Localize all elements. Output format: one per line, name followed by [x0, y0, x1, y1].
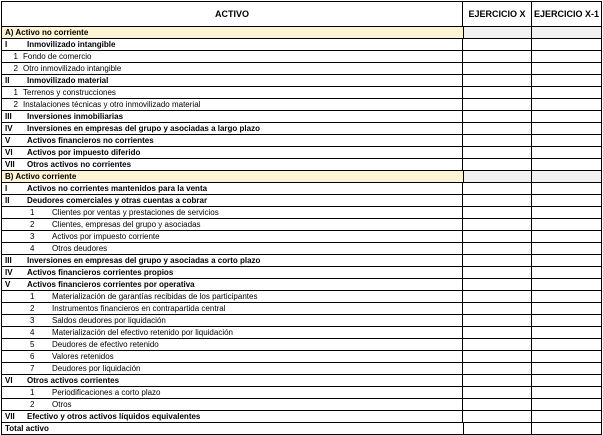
- row-label: Otros activos corrientes: [27, 376, 120, 385]
- table-row: [2, 327, 601, 339]
- row-code: IV: [5, 268, 13, 277]
- table-row: [2, 375, 601, 387]
- row-description: [2, 255, 462, 266]
- table-row: [2, 399, 601, 411]
- row-label: Clientes, empresas del grupo y asociadas: [52, 220, 201, 229]
- row-number: 4: [30, 244, 35, 253]
- cell-ejercicio-x[interactable]: [462, 375, 531, 386]
- row-label: Total activo: [5, 424, 49, 433]
- table-row: [2, 219, 601, 231]
- table-row: [2, 267, 601, 279]
- row-description: [2, 147, 462, 158]
- row-label: Deudores por liquidación: [52, 364, 141, 373]
- table-row: [2, 75, 601, 87]
- row-label: Clientes por ventas y prestaciones de servicios: [52, 208, 219, 217]
- table-row: [2, 351, 601, 363]
- row-label: Otros deudores: [52, 244, 108, 253]
- row-label: Materialización del efectivo retenido por liquidación: [52, 328, 233, 337]
- cell-ejercicio-x[interactable]: [462, 183, 531, 194]
- row-label: Instrumentos financieros en contrapartida central: [52, 304, 226, 313]
- row-label: Deudores de efectivo retenido: [52, 340, 159, 349]
- row-number: 1: [30, 292, 35, 301]
- cell-ejercicio-x[interactable]: [462, 267, 531, 278]
- table-row: [2, 183, 601, 195]
- cell-ejercicio-x[interactable]: [462, 279, 531, 290]
- row-code: III: [5, 112, 12, 121]
- row-description: [2, 195, 462, 206]
- table-row: [2, 291, 601, 303]
- row-label: Deudores comerciales y otras cuentas a cobrar: [27, 196, 208, 205]
- row-code: VII: [5, 160, 15, 169]
- cell-ejercicio-x1[interactable]: [531, 99, 601, 110]
- row-label: Saldos deudores por liquidación: [52, 316, 166, 325]
- cell-ejercicio-x[interactable]: [462, 315, 531, 326]
- cell-ejercicio-x[interactable]: [462, 87, 531, 98]
- cell-ejercicio-x1[interactable]: [531, 171, 601, 182]
- row-label: Inversiones inmobiliarias: [27, 112, 124, 121]
- row-description: [2, 363, 462, 374]
- row-code: I: [5, 184, 8, 193]
- cell-ejercicio-x1[interactable]: [531, 195, 601, 206]
- row-label: Instalaciones técnicas y otro inmovilizado material: [23, 100, 201, 109]
- balance-sheet-table: [1, 1, 602, 435]
- row-label: Activos no corrientes mantenidos para la venta: [27, 184, 208, 193]
- table-row: [2, 231, 601, 243]
- cell-ejercicio-x1[interactable]: [531, 87, 601, 98]
- row-description: [2, 39, 462, 50]
- cell-ejercicio-x[interactable]: [462, 123, 531, 134]
- row-label: Activos financieros corrientes propios: [27, 268, 174, 277]
- cell-ejercicio-x1[interactable]: [531, 315, 601, 326]
- cell-ejercicio-x[interactable]: [462, 135, 531, 146]
- row-code: II: [5, 76, 10, 85]
- cell-ejercicio-x1[interactable]: [531, 219, 601, 230]
- table-row: [2, 387, 601, 399]
- row-description: [2, 171, 463, 182]
- cell-ejercicio-x1[interactable]: [531, 159, 601, 170]
- row-number: 3: [30, 232, 35, 241]
- cell-ejercicio-x1[interactable]: [531, 303, 601, 314]
- row-description: [2, 87, 462, 98]
- table-row: [2, 411, 601, 423]
- row-label: Activos financieros corrientes por operativa: [27, 280, 195, 289]
- cell-ejercicio-x1[interactable]: [531, 147, 601, 158]
- row-description: [2, 411, 462, 422]
- cell-ejercicio-x[interactable]: [463, 27, 532, 38]
- row-description: [2, 183, 462, 194]
- cell-ejercicio-x[interactable]: [462, 219, 531, 230]
- row-label: Inversiones en empresas del grupo y asociadas a corto plazo: [27, 256, 261, 265]
- row-label: Periodificaciones a corto plazo: [52, 388, 161, 397]
- section-row: [2, 27, 601, 39]
- cell-ejercicio-x1[interactable]: [531, 27, 601, 38]
- row-description: [2, 387, 462, 398]
- table-row: [2, 123, 601, 135]
- cell-ejercicio-x[interactable]: [462, 147, 531, 158]
- cell-ejercicio-x1[interactable]: [531, 327, 601, 338]
- cell-ejercicio-x1[interactable]: [531, 39, 601, 50]
- cell-ejercicio-x[interactable]: [462, 75, 531, 86]
- cell-ejercicio-x1[interactable]: [531, 267, 601, 278]
- table-header: [2, 2, 601, 27]
- row-code: VI: [5, 376, 13, 385]
- cell-ejercicio-x1[interactable]: [531, 423, 601, 434]
- row-label: Inmovilizado intangible: [27, 40, 116, 49]
- row-description: [2, 159, 462, 170]
- row-number: 1: [13, 52, 18, 61]
- table-body: [2, 27, 601, 434]
- cell-ejercicio-x[interactable]: [463, 423, 532, 434]
- section-row: [2, 171, 601, 183]
- cell-ejercicio-x1[interactable]: [531, 135, 601, 146]
- table-row: [2, 39, 601, 51]
- row-code: VI: [5, 148, 13, 157]
- cell-ejercicio-x1[interactable]: [531, 207, 601, 218]
- cell-ejercicio-x[interactable]: [462, 51, 531, 62]
- row-number: 2: [30, 400, 35, 409]
- row-number: 5: [30, 340, 35, 349]
- row-description: [2, 351, 462, 362]
- row-description: [2, 75, 462, 86]
- cell-ejercicio-x1[interactable]: [531, 243, 601, 254]
- row-label: Efectivo y otros activos líquidos equivalentes: [27, 412, 201, 421]
- row-number: 2: [30, 220, 35, 229]
- row-label: Inmovilizado material: [27, 76, 109, 85]
- table-row: [2, 147, 601, 159]
- row-code: VII: [5, 412, 15, 421]
- row-number: 6: [30, 352, 35, 361]
- row-description: [2, 243, 462, 254]
- table-row: [2, 135, 601, 147]
- cell-ejercicio-x1[interactable]: [531, 51, 601, 62]
- cell-ejercicio-x[interactable]: [462, 387, 531, 398]
- row-label: Activos por impuesto diferido: [27, 148, 141, 157]
- cell-ejercicio-x1[interactable]: [531, 387, 601, 398]
- header-ejercicio-x1: EJERCICIO X-1: [531, 2, 601, 26]
- total-row: [2, 423, 601, 434]
- cell-ejercicio-x[interactable]: [462, 327, 531, 338]
- cell-ejercicio-x1[interactable]: [531, 183, 601, 194]
- row-number: 1: [30, 208, 35, 217]
- cell-ejercicio-x1[interactable]: [531, 411, 601, 422]
- row-label: Otros activos no corrientes: [27, 160, 132, 169]
- row-description: [2, 135, 462, 146]
- table-row: [2, 243, 601, 255]
- row-code: IV: [5, 124, 13, 133]
- cell-ejercicio-x1[interactable]: [531, 291, 601, 302]
- cell-ejercicio-x[interactable]: [462, 255, 531, 266]
- cell-ejercicio-x[interactable]: [462, 291, 531, 302]
- cell-ejercicio-x[interactable]: [462, 159, 531, 170]
- cell-ejercicio-x[interactable]: [462, 63, 531, 74]
- cell-ejercicio-x[interactable]: [462, 39, 531, 50]
- table-row: [2, 255, 601, 267]
- cell-ejercicio-x1[interactable]: [531, 255, 601, 266]
- cell-ejercicio-x1[interactable]: [531, 279, 601, 290]
- table-row: [2, 51, 601, 63]
- row-description: [2, 27, 463, 38]
- row-description: [2, 267, 462, 278]
- cell-ejercicio-x[interactable]: [462, 231, 531, 242]
- row-number: 2: [30, 304, 35, 313]
- row-code: III: [5, 256, 12, 265]
- row-description: [2, 315, 462, 326]
- cell-ejercicio-x[interactable]: [462, 207, 531, 218]
- cell-ejercicio-x[interactable]: [462, 399, 531, 410]
- cell-ejercicio-x[interactable]: [462, 303, 531, 314]
- row-number: 1: [30, 388, 35, 397]
- row-description: [2, 399, 462, 410]
- row-description: [2, 51, 462, 62]
- row-number: 2: [13, 64, 18, 73]
- row-label: Fondo de comercio: [23, 52, 92, 61]
- row-number: 1: [13, 88, 18, 97]
- row-description: [2, 291, 462, 302]
- table-row: [2, 87, 601, 99]
- row-description: [2, 279, 462, 290]
- cell-ejercicio-x1[interactable]: [531, 75, 601, 86]
- row-number: 2: [13, 100, 18, 109]
- row-number: 7: [30, 364, 35, 373]
- cell-ejercicio-x1[interactable]: [531, 351, 601, 362]
- row-description: [2, 99, 462, 110]
- cell-ejercicio-x1[interactable]: [531, 63, 601, 74]
- row-number: 4: [30, 328, 35, 337]
- row-label: Activos financieros no corrientes: [27, 136, 154, 145]
- row-code: V: [5, 136, 11, 145]
- row-description: [2, 327, 462, 338]
- table-row: [2, 303, 601, 315]
- cell-ejercicio-x[interactable]: [462, 243, 531, 254]
- table-row: [2, 315, 601, 327]
- row-label: Inversiones en empresas del grupo y asociadas a largo plazo: [27, 124, 260, 133]
- cell-ejercicio-x[interactable]: [462, 351, 531, 362]
- table-row: [2, 99, 601, 111]
- cell-ejercicio-x1[interactable]: [531, 123, 601, 134]
- cell-ejercicio-x1[interactable]: [531, 111, 601, 122]
- table-row: [2, 195, 601, 207]
- cell-ejercicio-x[interactable]: [463, 171, 532, 182]
- row-label: Otros: [52, 400, 72, 409]
- row-description: [2, 63, 462, 74]
- row-label: Otro inmovilizado intangible: [23, 64, 122, 73]
- row-description: [2, 231, 462, 242]
- row-description: [2, 303, 462, 314]
- row-label: A) Activo no corriente: [5, 28, 89, 37]
- cell-ejercicio-x[interactable]: [462, 195, 531, 206]
- table-row: [2, 207, 601, 219]
- row-label: Activos por impuesto corriente: [52, 232, 160, 241]
- row-label: Valores retenidos: [52, 352, 114, 361]
- row-description: [2, 339, 462, 350]
- row-description: [2, 123, 462, 134]
- cell-ejercicio-x[interactable]: [462, 111, 531, 122]
- row-label: Terrenos y construcciones: [23, 88, 116, 97]
- cell-ejercicio-x1[interactable]: [531, 399, 601, 410]
- row-description: [2, 111, 462, 122]
- row-description: [2, 207, 462, 218]
- table-row: [2, 63, 601, 75]
- cell-ejercicio-x[interactable]: [462, 363, 531, 374]
- cell-ejercicio-x1[interactable]: [531, 375, 601, 386]
- header-ejercicio-x: EJERCICIO X: [462, 2, 531, 26]
- table-row: [2, 339, 601, 351]
- cell-ejercicio-x[interactable]: [462, 339, 531, 350]
- row-description: [2, 423, 463, 434]
- cell-ejercicio-x1[interactable]: [531, 363, 601, 374]
- table-row: [2, 111, 601, 123]
- table-row: [2, 279, 601, 291]
- row-code: V: [5, 280, 11, 289]
- cell-ejercicio-x[interactable]: [462, 99, 531, 110]
- cell-ejercicio-x[interactable]: [462, 411, 531, 422]
- cell-ejercicio-x1[interactable]: [531, 231, 601, 242]
- table-row: [2, 159, 601, 171]
- row-number: 3: [30, 316, 35, 325]
- row-description: [2, 375, 462, 386]
- row-code: I: [5, 40, 8, 49]
- row-label: Materialización de garantías recibidas de los participantes: [52, 292, 258, 301]
- header-activo: ACTIVO: [214, 9, 249, 19]
- table-row: [2, 363, 601, 375]
- cell-ejercicio-x1[interactable]: [531, 339, 601, 350]
- row-code: II: [5, 196, 10, 205]
- row-label: B) Activo corriente: [5, 172, 77, 181]
- row-description: [2, 219, 462, 230]
